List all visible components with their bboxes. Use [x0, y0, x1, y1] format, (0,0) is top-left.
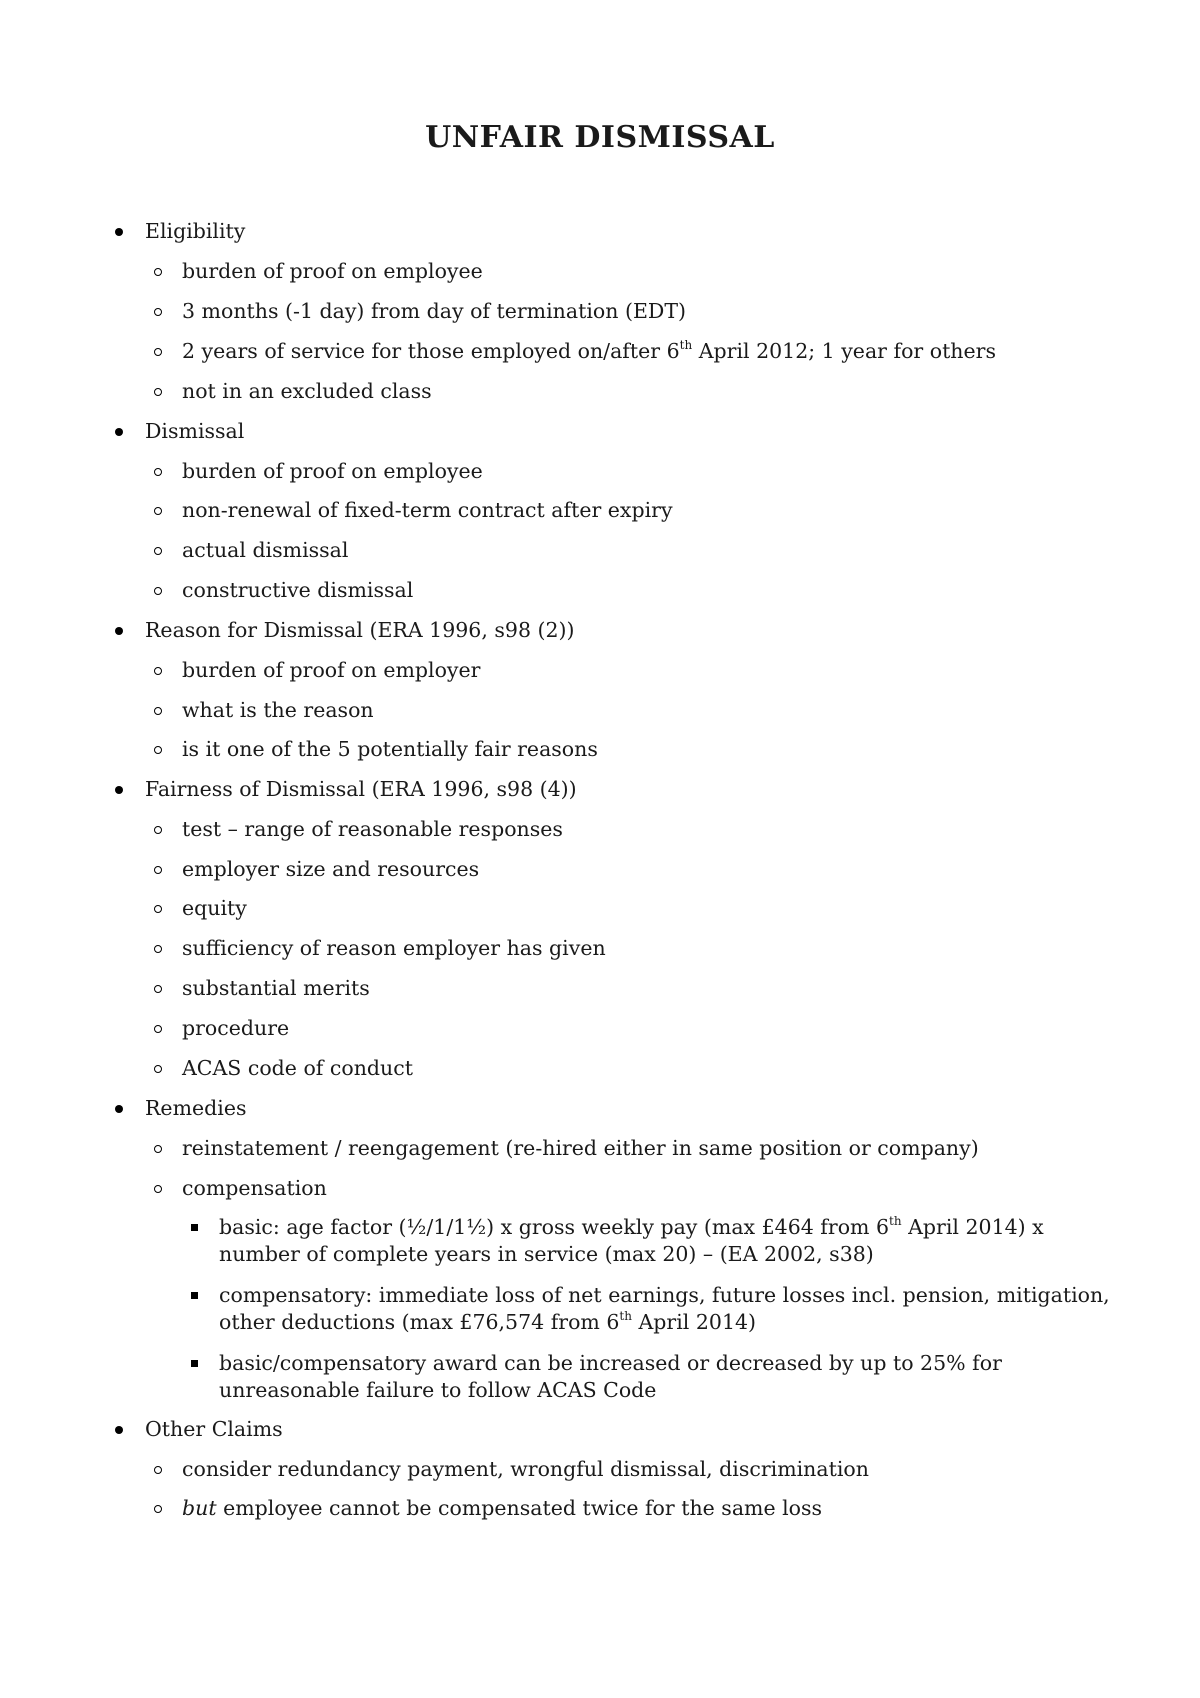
item-text: reinstatement / reengagement (re-hired either in same position or company): [182, 1136, 979, 1160]
circle-bullet-icon: [154, 1175, 162, 1202]
list-item: [182, 657, 480, 684]
item-text: compensatory: immediate loss of net earnings, future losses incl. pension, mitigation, other deductions (max £76,574 from 6th April 2014): [219, 1283, 1110, 1334]
item-text: not in an excluded class: [182, 379, 432, 403]
circle-bullet-icon: [154, 298, 162, 325]
list-item: [182, 338, 996, 365]
list-item: [182, 895, 247, 922]
list-item: [182, 378, 432, 405]
item-text: actual dismissal: [182, 538, 349, 562]
item-text: 2 years of service for those employed on/after 6th April 2012; 1 year for others: [182, 338, 996, 363]
square-bullet-icon: [191, 1282, 198, 1309]
circle-bullet-icon: [154, 1015, 162, 1042]
item-text: but employee cannot be compensated twice for the same loss: [182, 1496, 823, 1520]
bullet-icon: [115, 418, 123, 445]
list-item-remedies: [145, 1095, 246, 1122]
item-text: non-renewal of fixed-term contract after expiry: [182, 498, 673, 522]
circle-bullet-icon: [154, 258, 162, 285]
circle-bullet-icon: [154, 816, 162, 843]
square-bullet-icon: [191, 1350, 198, 1377]
circle-bullet-icon: [154, 975, 162, 1002]
heading-text: Reason for Dismissal (ERA 1996, s98 (2)): [145, 618, 575, 642]
circle-bullet-icon: [154, 338, 162, 365]
circle-bullet-icon: [154, 537, 162, 564]
heading-text: Dismissal: [145, 419, 245, 443]
heading-text: Other Claims: [145, 1417, 283, 1441]
list-item: [182, 577, 413, 604]
list-item: [182, 298, 686, 325]
item-text: basic/compensatory award can be increased or decreased by up to 25% for unreasonable failure to follow ACAS Code: [219, 1351, 1002, 1402]
list-item: [182, 497, 673, 524]
circle-bullet-icon: [154, 697, 162, 724]
list-item: [182, 736, 598, 763]
item-text: compensation: [182, 1176, 327, 1200]
item-text: procedure: [182, 1016, 290, 1040]
list-item: [182, 816, 563, 843]
list-item: [182, 1456, 869, 1483]
item-text: burden of proof on employer: [182, 658, 481, 682]
circle-bullet-icon: [154, 497, 162, 524]
item-text: equity: [182, 896, 247, 920]
item-text: sufficiency of reason employer has given: [182, 936, 606, 960]
list-item: [182, 975, 370, 1002]
list-item: [219, 1350, 1129, 1404]
bullet-icon: [115, 1416, 123, 1443]
list-item: [182, 1175, 327, 1202]
circle-bullet-icon: [154, 577, 162, 604]
circle-bullet-icon: [154, 1055, 162, 1082]
list-item: [182, 258, 483, 285]
list-item: [182, 856, 479, 883]
heading-text: Remedies: [145, 1096, 247, 1120]
list-item-dismissal: [145, 418, 244, 445]
item-text: ACAS code of conduct: [182, 1056, 413, 1080]
list-item-other-claims: [145, 1416, 283, 1443]
list-item: [182, 537, 348, 564]
list-item: [182, 697, 374, 724]
item-text: test – range of reasonable responses: [182, 817, 563, 841]
bullet-icon: [115, 1095, 123, 1122]
item-text: employer size and resources: [182, 857, 480, 881]
list-item: [182, 1015, 289, 1042]
square-bullet-icon: [191, 1214, 198, 1241]
bullet-icon: [115, 218, 123, 245]
list-item: [182, 458, 483, 485]
circle-bullet-icon: [154, 1495, 162, 1522]
list-item: [182, 935, 606, 962]
circle-bullet-icon: [154, 1135, 162, 1162]
circle-bullet-icon: [154, 378, 162, 405]
circle-bullet-icon: [154, 935, 162, 962]
list-item-fairness: [145, 776, 577, 803]
list-item: [182, 1055, 413, 1082]
list-item: [219, 1214, 1129, 1268]
heading-text: Fairness of Dismissal (ERA 1996, s98 (4)): [145, 777, 577, 801]
item-text: is it one of the 5 potentially fair reasons: [182, 737, 598, 761]
item-text: 3 months (-1 day) from day of termination (EDT): [182, 299, 687, 323]
circle-bullet-icon: [154, 895, 162, 922]
list-item: [182, 1495, 822, 1522]
circle-bullet-icon: [154, 736, 162, 763]
item-text: constructive dismissal: [182, 578, 414, 602]
list-item-reason: [145, 617, 575, 644]
circle-bullet-icon: [154, 657, 162, 684]
item-text: consider redundancy payment, wrongful dismissal, discrimination: [182, 1457, 869, 1481]
circle-bullet-icon: [154, 856, 162, 883]
circle-bullet-icon: [154, 458, 162, 485]
list-item: [182, 1135, 979, 1162]
item-text: substantial merits: [182, 976, 370, 1000]
bullet-icon: [115, 776, 123, 803]
item-text: burden of proof on employee: [182, 259, 483, 283]
item-text: burden of proof on employee: [182, 459, 483, 483]
list-item: [219, 1282, 1129, 1336]
item-text: what is the reason: [182, 698, 374, 722]
heading-text: Eligibility: [145, 219, 246, 243]
item-text: basic: age factor (½/1/1½) x gross weekly pay (max £464 from 6th April 2014) x number of complete years in service (max 20) – (EA 2002, s38): [219, 1214, 1044, 1266]
bullet-icon: [115, 617, 123, 644]
circle-bullet-icon: [154, 1456, 162, 1483]
list-item-eligibility: [145, 218, 245, 245]
page-title: UNFAIR DISMISSAL: [425, 120, 775, 155]
